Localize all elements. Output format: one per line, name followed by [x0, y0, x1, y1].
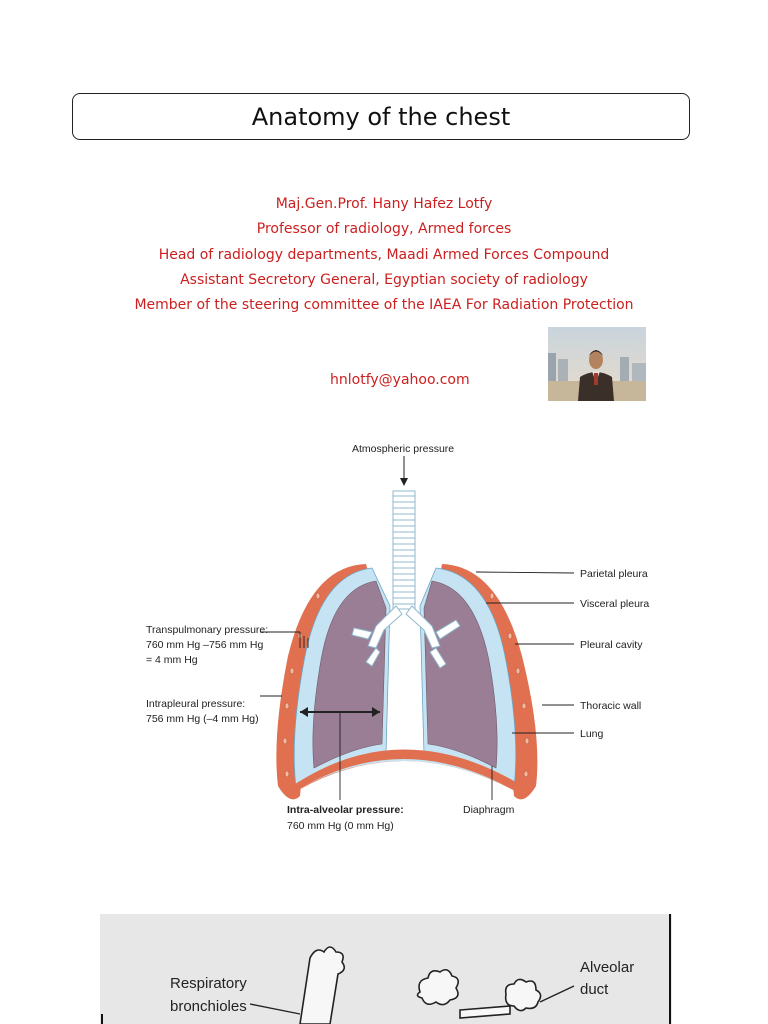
- label-transpulmonary-1: Transpulmonary pressure:: [146, 624, 269, 636]
- label-lung: Lung: [580, 728, 604, 740]
- author-iaea-role: Member of the steering committee of the IAEA For Radiation Protection: [134, 297, 634, 314]
- author-email[interactable]: hnlotfy@yahoo.com: [330, 372, 470, 388]
- alveoli-figure: [100, 914, 672, 1024]
- label-thoracic-wall: Thoracic wall: [580, 700, 642, 712]
- pleural-pressure-diagram: [140, 436, 670, 836]
- label-duct: duct: [580, 981, 609, 998]
- label-bronchioles: bronchioles: [170, 998, 247, 1015]
- label-alveolar: Alveolar: [580, 959, 635, 976]
- author-photo: [548, 327, 646, 401]
- label-intra-alveolar-1: Intra-alveolar pressure:: [287, 804, 404, 816]
- label-pleural-cavity: Pleural cavity: [580, 639, 643, 651]
- page-title: Anatomy of the chest: [251, 102, 511, 131]
- label-intrapleural-1: Intrapleural pressure:: [146, 698, 246, 710]
- label-atmospheric-pressure: Atmospheric pressure: [352, 443, 455, 455]
- label-intrapleural-2: 756 mm Hg (–4 mm Hg): [146, 713, 259, 725]
- author-position: Professor of radiology, Armed forces: [256, 221, 512, 238]
- label-visceral-pleura: Visceral pleura: [580, 598, 650, 610]
- author-info: [0, 192, 768, 318]
- author-name: Maj.Gen.Prof. Hany Hafez Lotfy: [275, 196, 493, 212]
- label-transpulmonary-3: = 4 mm Hg: [146, 654, 198, 666]
- label-diaphragm: Diaphragm: [463, 804, 515, 816]
- label-intra-alveolar-2: 760 mm Hg (0 mm Hg): [287, 820, 394, 832]
- trachea: [393, 491, 415, 609]
- label-parietal-pleura: Parietal pleura: [580, 568, 648, 580]
- author-department: Head of radiology departments, Maadi Armed Forces Compound: [158, 246, 610, 263]
- label-transpulmonary-2: 760 mm Hg –756 mm Hg: [146, 639, 264, 651]
- label-respiratory: Respiratory: [170, 975, 247, 992]
- author-society-role: Assistant Secretory General, Egyptian society of radiology: [180, 271, 588, 288]
- title-box: [72, 93, 690, 140]
